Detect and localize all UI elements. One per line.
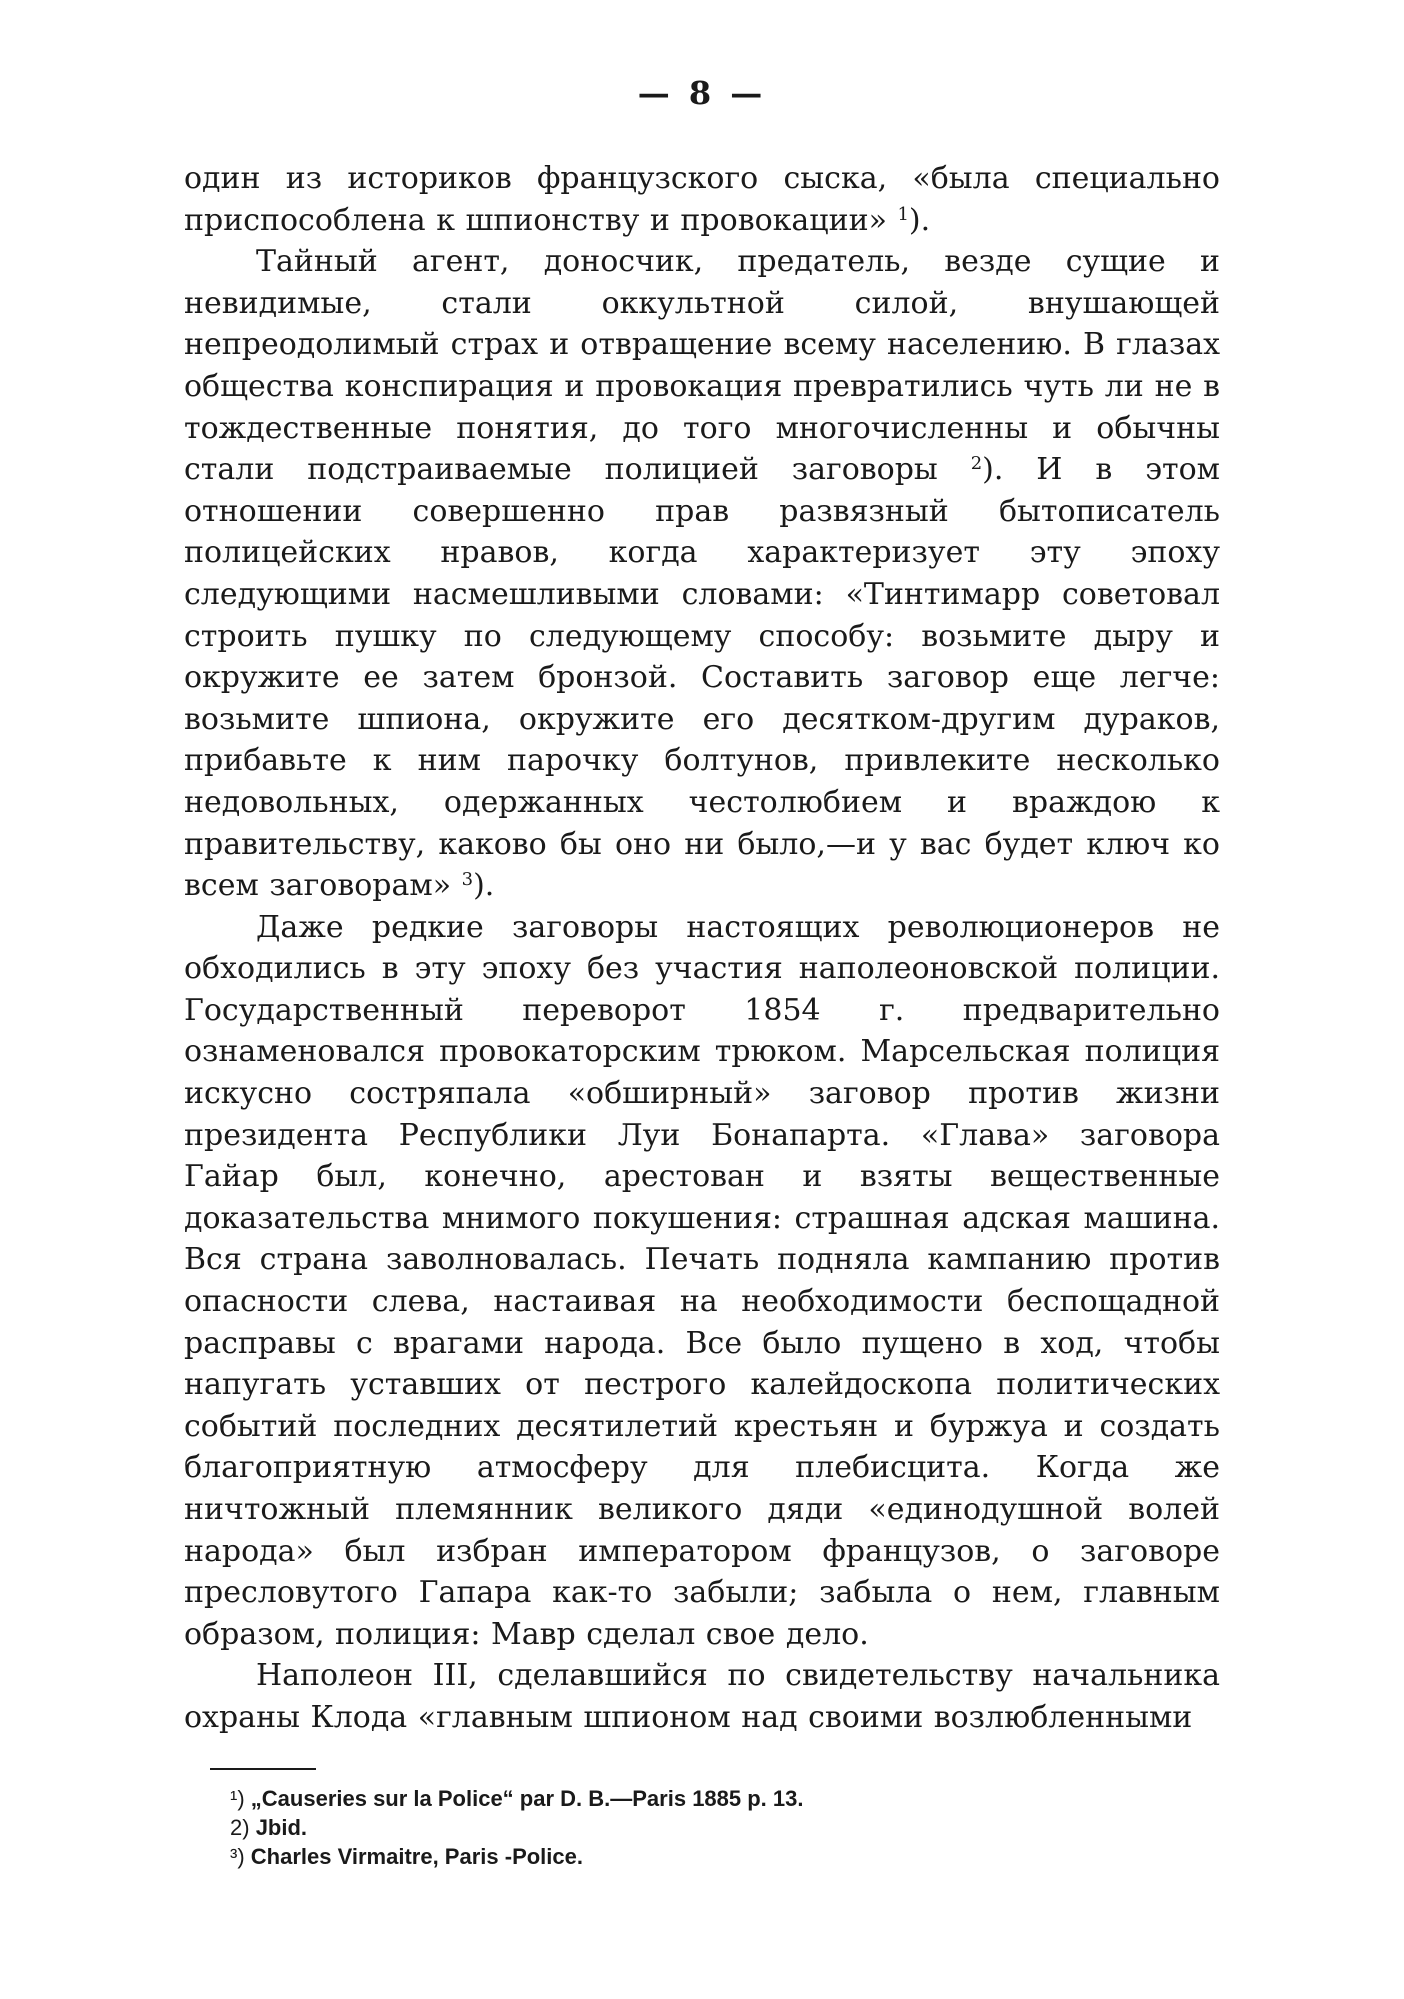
page-number: — 8 — xyxy=(637,74,767,112)
footnotes xyxy=(230,1784,1130,1871)
paragraph-4: Наполеон III, сделавшийся по свидетельству начальника охраны Клода «главным шпионом над своими возлюбленными xyxy=(184,1658,1220,1735)
footnote-divider xyxy=(210,1768,316,1770)
paragraph-1-end: ). xyxy=(908,202,931,238)
footnote-3-mark: ³) xyxy=(230,1844,245,1869)
footnote-2 xyxy=(230,1813,1130,1842)
paragraph-3: Даже редкие заговоры настоящих революционеров не обходились в эту эпоху без участия наполеоновской полиции. Государственный переворот 1854 г. предварительно ознаменовался провокаторским трюком. Марсельская полиция искусно состряпала «обширный» заговор против жизни президента Республики Луи Бонапарта. «Глава» заговора Гайар был, конечно, арестован и взяты вещественные доказательства мнимого покушения: страшная адская машина. Вся страна заволновалась. Печать подняла кампанию против опасности слева, настаивая на необходимости беспощадной расправы с врагами народа. Все было пущено в ход, чтобы напугать уставших от пестрого калейдоскопа политических событий последних десятилетий крестьян и буржуа и создать благоприятную атмосферу для плебисцита. Когда же ничтожный племянник великого дяди «единодушной волей народа» был избран императором французов, о заговоре пресловутого Гапара как-то забыли; забыла о нем, главным образом, полиция: Мавр сделал свое дело. xyxy=(184,909,1220,1652)
paragraph-2-end: ). xyxy=(473,868,495,904)
footnote-2-mark: 2) xyxy=(230,1815,250,1840)
footnote-2-text: Jbid. xyxy=(255,1815,308,1840)
footnote-3-text: Charles Virmaitre, Paris -Police. xyxy=(250,1844,583,1869)
footnote-3 xyxy=(230,1842,1130,1871)
paragraph-1 xyxy=(184,158,1220,241)
footnote-1 xyxy=(230,1784,1130,1813)
paragraph-2 xyxy=(184,241,1220,907)
footnote-ref-2: 2 xyxy=(970,453,983,475)
footnote-1-mark: ¹) xyxy=(230,1786,245,1811)
paragraph-2-text: Тайный агент, доносчик, предатель, везде сущие и невидимые, стали оккультной силой, внушающей непреодолимый страх и отвращение всему населению. В глазах общества конспирация и провокация превратились чуть ли не в тождественные понятия, до того многочисленны и обычны стали подстраиваемые полицией заговоры xyxy=(184,244,1220,488)
paragraph-2-middle: ). И в этом отношении совершенно прав развязный бытописатель полицейских нравов, когда характеризует эту эпоху следующими насмешливыми словами: «Тинтимарр советовал строить пушку по следующему способу: возьмите дыру и окружите ее затем бронзой. Составить заговор еще легче: возьмите шпиона, окружите его десятком-другим дураков, прибавьте к ним парочку болтунов, привлеките несколько недовольных, одержанных честолюбием и враждою к правительству, каково бы оно ни было,—и у вас будет ключ ко всем заговорам» xyxy=(184,452,1220,904)
footnote-1-text: „Causeries sur la Police“ par D. B.—Paris 1885 p. 13. xyxy=(250,1786,804,1811)
body-text xyxy=(184,158,1220,1739)
footnote-ref-3: 3 xyxy=(461,869,474,891)
paragraph-1-text: один из историков французского сыска, «была специально приспособлена к шпионству и провокации» xyxy=(184,161,1220,238)
footnote-ref-1: 1 xyxy=(897,203,909,225)
